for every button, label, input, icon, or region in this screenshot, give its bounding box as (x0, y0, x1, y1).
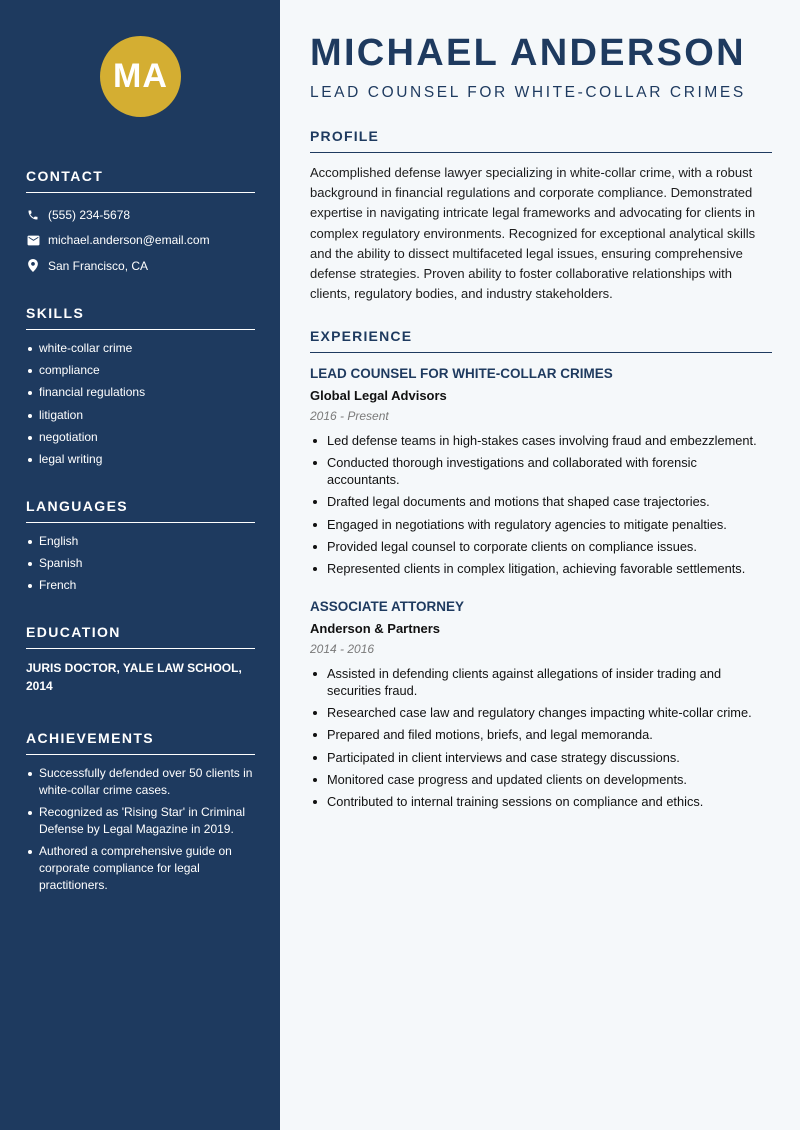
skill-item: negotiation (26, 429, 255, 446)
contact-email-text[interactable]: michael.anderson@email.com (48, 233, 210, 248)
languages-section (26, 498, 255, 600)
experience-section (310, 328, 772, 353)
job-bullets (310, 665, 772, 810)
job-bullet: Engaged in negotiations with regulatory agencies to mitigate penalties. (310, 516, 772, 533)
envelope-icon (26, 233, 40, 247)
job-bullet: Represented clients in complex litigation, achieving favorable settlements. (310, 560, 772, 577)
achievements-title: ACHIEVEMENTS (26, 730, 255, 755)
job-title: LEAD COUNSEL FOR WHITE-COLLAR CRIMES (310, 366, 613, 381)
contact-location-text: San Francisco, CA (48, 258, 149, 273)
language-item: Spanish (26, 555, 255, 572)
job-company: Anderson & Partners (310, 621, 441, 636)
contact-section (26, 168, 255, 279)
skill-item: legal writing (26, 451, 255, 468)
avatar (100, 36, 181, 117)
sidebar (0, 0, 280, 1130)
job-bullet: Monitored case progress and updated clients on developments. (310, 771, 772, 788)
job-bullet: Led defense teams in high-stakes cases involving fraud and embezzlement. (310, 432, 772, 449)
contact-phone (26, 202, 255, 228)
profile-title: PROFILE (310, 128, 772, 153)
skill-item: litigation (26, 407, 255, 424)
profile-section (310, 128, 772, 304)
language-item: French (26, 577, 255, 594)
job-bullet: Provided legal counsel to corporate clients on compliance issues. (310, 538, 772, 555)
skill-item: financial regulations (26, 384, 255, 401)
job-bullet: Contributed to internal training sessions on compliance and ethics. (310, 793, 772, 810)
phone-icon (26, 208, 40, 222)
map-pin-icon (26, 259, 40, 273)
contact-phone-text[interactable]: (555) 234-5678 (48, 207, 131, 222)
languages-title: LANGUAGES (26, 498, 255, 523)
job-bullet: Assisted in defending clients against allegations of insider trading and securities fraud. (310, 665, 772, 699)
job-bullet: Drafted legal documents and motions that shaped case trajectories. (310, 493, 772, 510)
languages-list (26, 533, 255, 594)
skills-title: SKILLS (26, 305, 255, 330)
achievements-section (26, 730, 255, 900)
job-bullet: Participated in client interviews and case strategy discussions. (310, 749, 772, 766)
contact-location (26, 253, 255, 279)
education-entry: JURIS DOCTOR, YALE LAW SCHOOL, 2014 (26, 661, 242, 693)
experience-title: EXPERIENCE (310, 328, 772, 353)
job-title: ASSOCIATE ATTORNEY (310, 599, 465, 614)
contact-title: CONTACT (26, 168, 255, 193)
job-headline: LEAD COUNSEL FOR WHITE-COLLAR CRIMES (310, 84, 746, 101)
skills-list (26, 340, 255, 468)
job-bullet: Prepared and filed motions, briefs, and legal memoranda. (310, 726, 772, 743)
achievements-list (26, 765, 255, 894)
job-bullets (310, 432, 772, 577)
skills-section (26, 305, 255, 473)
skill-item: compliance (26, 362, 255, 379)
avatar-initials: MA (113, 57, 168, 95)
education-title: EDUCATION (26, 624, 255, 649)
job-entry (310, 366, 772, 582)
skill-item: white-collar crime (26, 340, 255, 357)
language-item: English (26, 533, 255, 550)
achievement-item: Successfully defended over 50 clients in white-collar crime cases. (26, 765, 255, 799)
job-company: Global Legal Advisors (310, 388, 447, 403)
job-entry (310, 599, 772, 815)
job-bullet: Researched case law and regulatory changes impacting white-collar crime. (310, 704, 772, 721)
page-title: MICHAEL ANDERSON (310, 32, 746, 74)
profile-text: Accomplished defense lawyer specializing in white-collar crime, with a robust background in financial regulations and corporate compliance. Demonstrated expertise in navigating intricate legal frameworks and advocating for clients in complex regulatory environments. Recognized for exceptional analytical skills and the ability to dissect multifaceted legal issues, ensuring comprehensive defense strategies. Proven ability to foster collaborative relationships with clients, regulatory bodies, and industry stakeholders. (310, 165, 756, 302)
contact-email (26, 228, 255, 254)
job-dates: 2014 - 2016 (310, 642, 375, 656)
job-bullet: Conducted thorough investigations and collaborated with forensic accountants. (310, 454, 772, 488)
achievement-item: Recognized as 'Rising Star' in Criminal Defense by Legal Magazine in 2019. (26, 804, 255, 838)
achievement-item: Authored a comprehensive guide on corporate compliance for legal practitioners. (26, 843, 255, 894)
education-section (26, 624, 255, 695)
job-dates: 2016 - Present (310, 409, 389, 423)
